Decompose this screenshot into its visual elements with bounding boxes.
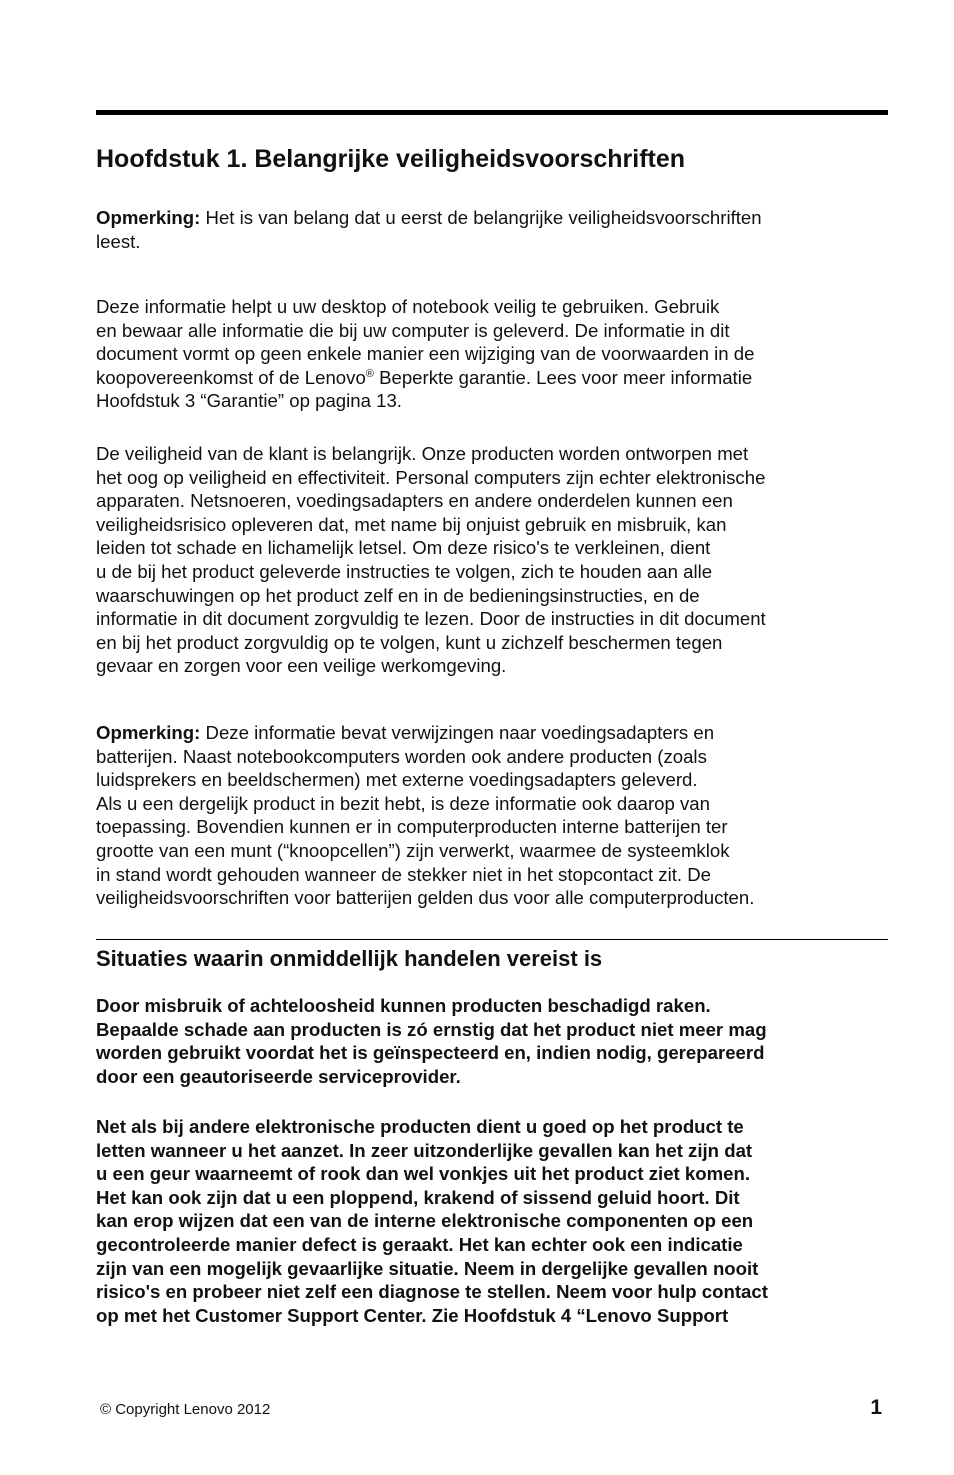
note-intro-line: leest. bbox=[96, 230, 141, 252]
paragraph-damage bbox=[96, 994, 888, 1088]
text-line: toepassing. Bovendien kunnen er in computerproducten interne batterijen ter bbox=[96, 816, 728, 838]
text-line: waarschuwingen op het product zelf en in de bedieningsinstructies, en de bbox=[96, 584, 700, 606]
text-fragment: koopovereenkomst of de Lenovo bbox=[96, 366, 366, 388]
note-adapters bbox=[96, 721, 888, 910]
text-line: batterijen. Naast notebookcomputers worden ook andere producten (zoals bbox=[96, 745, 707, 767]
note-label: Opmerking: bbox=[96, 722, 201, 743]
text-line: letten wanneer u het aanzet. In zeer uitzonderlijke gevallen kan het zijn dat bbox=[96, 1139, 753, 1161]
text-line bbox=[96, 366, 888, 390]
chapter-top-rule bbox=[96, 110, 888, 115]
text-line: Deze informatie helpt u uw desktop of notebook veilig te gebruiken. Gebruik bbox=[96, 296, 720, 317]
text-line: leiden tot schade en lichamelijk letsel. Om deze risico's te verkleinen, dient bbox=[96, 537, 711, 559]
note-intro-line bbox=[96, 206, 888, 230]
section-rule bbox=[96, 939, 888, 940]
text-line: en bewaar alle informatie die bij uw computer is geleverd. De informatie in dit bbox=[96, 319, 730, 341]
text-line: veiligheidsvoorschriften voor batterijen gelden dus voor alle computerproducten. bbox=[96, 887, 755, 909]
text-line bbox=[96, 721, 888, 745]
text-line: in stand wordt gehouden wanneer de stekker niet in het stopcontact zit. De bbox=[96, 863, 712, 885]
note-adapters-text: Deze informatie bevat verwijzingen naar voedingsadapters en bbox=[200, 722, 715, 743]
text-line: grootte van een munt (“knoopcellen”) zijn verwerkt, waarmee de systeemklok bbox=[96, 839, 730, 861]
paragraph-intro bbox=[96, 295, 888, 413]
note-intro bbox=[96, 206, 888, 253]
chapter-title: Hoofdstuk 1. Belangrijke veiligheidsvoorschriften bbox=[96, 145, 686, 173]
text-line: De veiligheid van de klant is belangrijk. Onze producten worden ontworpen met bbox=[96, 443, 749, 464]
text-line: veiligheidsrisico opleveren dat, met name bij onjuist gebruik en misbruik, kan bbox=[96, 513, 727, 535]
copyright-notice: © Copyright Lenovo 2012 bbox=[100, 1401, 271, 1418]
text-line: kan erop wijzen dat een van de interne elektronische componenten op een bbox=[96, 1210, 754, 1232]
text-line: Het kan ook zijn dat u een ploppend, krakend of sissend geluid hoort. Dit bbox=[96, 1186, 740, 1208]
note-intro-text: Het is van belang dat u eerst de belangrijke veiligheidsvoorschriften bbox=[200, 207, 762, 228]
text-line: worden gebruikt voordat het is geïnspecteerd en, indien nodig, gerepareerd bbox=[96, 1042, 765, 1064]
text-line: apparaten. Netsnoeren, voedingsadapters en andere onderdelen kunnen een bbox=[96, 490, 733, 512]
text-line: risico's en probeer niet zelf een diagnose te stellen. Neem voor hulp contact bbox=[96, 1281, 768, 1303]
note-label: Opmerking: bbox=[96, 207, 201, 228]
text-line: door een geautoriseerde serviceprovider. bbox=[96, 1065, 461, 1087]
text-line: zijn van een mogelijk gevaarlijke situatie. Neem in dergelijke gevallen nooit bbox=[96, 1257, 759, 1279]
text-line: document vormt op geen enkele manier een wijziging van de voorwaarden in de bbox=[96, 343, 755, 365]
text-line: u de bij het product geleverde instructies te volgen, zich te houden aan alle bbox=[96, 560, 713, 582]
text-line: luidsprekers en beeldschermen) met externe voedingsadapters geleverd. bbox=[96, 769, 698, 791]
paragraph-safety bbox=[96, 442, 888, 678]
text-line: gecontroleerde manier defect is geraakt. Het kan echter ook een indicatie bbox=[96, 1233, 743, 1255]
text-line: Door misbruik of achteloosheid kunnen producten beschadigd raken. bbox=[96, 995, 711, 1016]
text-line: en bij het product zorgvuldig op te volgen, kunt u zichzelf beschermen tegen bbox=[96, 631, 723, 653]
text-fragment: Beperkte garantie. Lees voor meer informatie bbox=[373, 366, 753, 388]
section-title: Situaties waarin onmiddellijk handelen vereist is bbox=[96, 946, 603, 971]
registered-mark: ® bbox=[365, 367, 374, 380]
text-line: gevaar en zorgen voor een veilige werkomgeving. bbox=[96, 655, 507, 677]
paragraph-warning bbox=[96, 1115, 888, 1327]
text-line: Als u een dergelijk product in bezit hebt, is deze informatie ook daarop van bbox=[96, 792, 710, 814]
text-line: Bepaalde schade aan producten is zó ernstig dat het product niet meer mag bbox=[96, 1018, 767, 1040]
page-number: 1 bbox=[870, 1396, 882, 1419]
text-line: informatie in dit document zorgvuldig te lezen. Door de instructies in dit document bbox=[96, 608, 766, 630]
text-line: u een geur waarneemt of rook dan wel vonkjes uit het product ziet komen. bbox=[96, 1163, 751, 1185]
text-line: op met het Customer Support Center. Zie Hoofdstuk 4 “Lenovo Support bbox=[96, 1304, 729, 1326]
text-line: Hoofdstuk 3 “Garantie” op pagina 13. bbox=[96, 390, 402, 412]
text-line: Net als bij andere elektronische producten dient u goed op het product te bbox=[96, 1116, 744, 1137]
text-line: het oog op veiligheid en effectiviteit. Personal computers zijn echter elektronische bbox=[96, 466, 766, 488]
